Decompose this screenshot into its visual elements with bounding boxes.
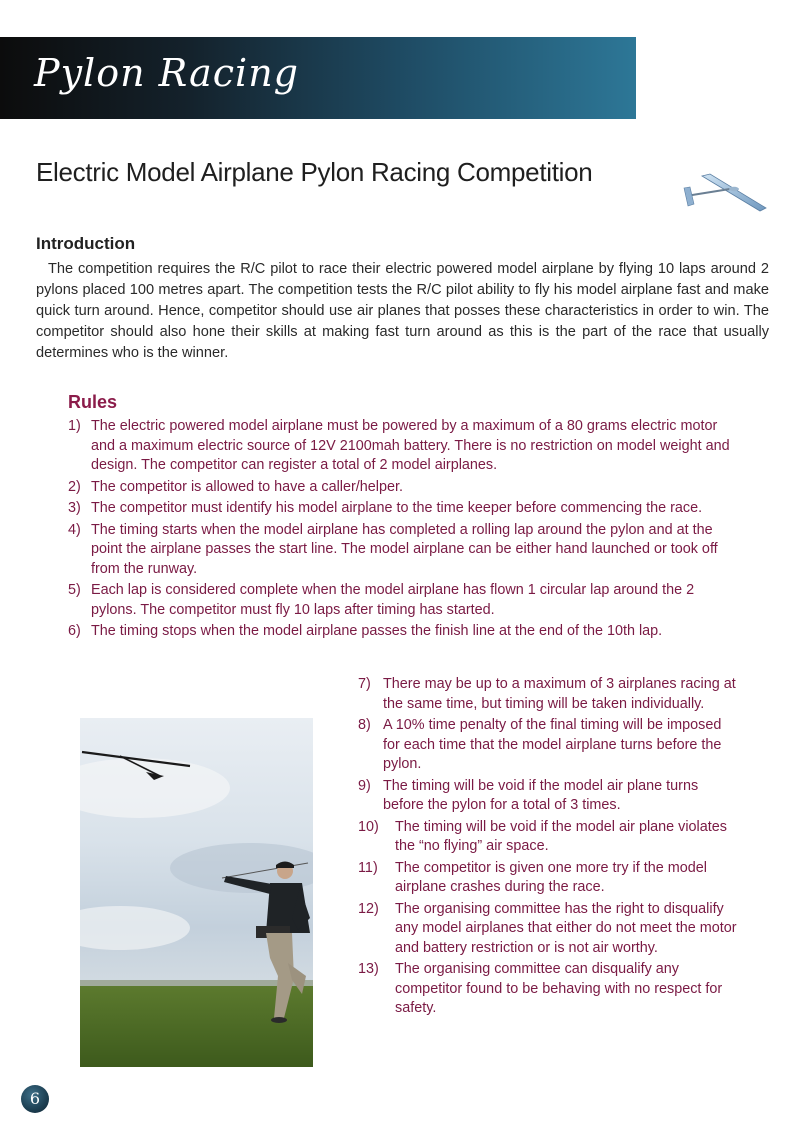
rule-number: 8) <box>358 717 371 733</box>
model-airplane-icon <box>676 168 768 216</box>
rule-number: 7) <box>358 676 371 692</box>
rule-text: There may be up to a maximum of 3 airplanes racing at the same time, but timing will be taken individually. <box>383 676 736 712</box>
rules-list <box>68 417 733 644</box>
banner-title: Pylon Racing <box>34 51 299 95</box>
list-item <box>358 675 738 714</box>
rules-list-continued <box>358 675 738 1021</box>
rule-text: A 10% time penalty of the final timing will be imposed for each time that the model airplane turns before the pylon. <box>383 717 722 772</box>
list-item <box>68 417 733 476</box>
page-title: Electric Model Airplane Pylon Racing Competition <box>36 157 593 187</box>
rule-text: The competitor must identify his model airplane to the time keeper before commencing the race. <box>91 500 703 516</box>
rule-text: The competitor is allowed to have a caller/helper. <box>91 478 403 495</box>
rule-number: 4) <box>68 521 81 538</box>
header-banner <box>0 37 636 119</box>
list-item <box>358 900 738 959</box>
list-item <box>68 622 733 642</box>
list-item <box>68 581 733 620</box>
rule-text: The organising committee can disqualify any competitor found to be behaving with no respect for safety. <box>395 961 723 1016</box>
rules-heading: Rules <box>68 392 118 412</box>
rule-number: 3) <box>68 500 81 516</box>
list-item <box>68 521 733 580</box>
rule-number: 2) <box>68 478 81 495</box>
introduction-text: The competition requires the R/C pilot to race their electric powered model airplane by flying 10 laps around 2 pylons placed 100 metres apart. The competition tests the R/C pilot ability to fly his model airplane fast and make quick turn around. Hence, competitor should use air planes that posses these characteristics in order to win. The competitor should also hone their skills at making fast turn around as this is the part of the race that usually determines who is the winner. <box>36 261 769 361</box>
rule-text: Each lap is considered complete when the model airplane has flown 1 circular lap around the 2 pylons. The competitor must fly 10 laps after timing has started. <box>91 582 695 618</box>
list-item <box>358 716 738 775</box>
rule-number: 13) <box>358 961 379 977</box>
rule-text: The timing will be void if the model air plane violates the “no flying” air space. <box>395 818 727 854</box>
rule-number: 1) <box>68 418 81 434</box>
list-item <box>68 499 733 519</box>
list-item <box>358 960 738 1019</box>
rule-number: 6) <box>68 623 81 639</box>
rule-number: 9) <box>358 777 371 794</box>
rule-number: 5) <box>68 582 81 598</box>
rule-number: 12) <box>358 900 379 917</box>
rule-text: The timing starts when the model airplane has completed a rolling lap around the pylon and at the point the airplane passes the start line. The model airplane can be either hand launched or took off from the runway. <box>91 521 718 577</box>
page-number: 6 <box>21 1085 49 1113</box>
rule-text: The electric powered model airplane must be powered by a maximum of a 80 grams electric motor and a maximum electric source of 12V 2100mah battery. There is no restriction on model weight and design. The competitor can register a total of 2 model airplanes. <box>91 418 730 473</box>
introduction-heading: Introduction <box>36 234 136 253</box>
rule-text: The timing will be void if the model air plane turns before the pylon for a total of 3 times. <box>383 777 699 813</box>
rule-text: The timing stops when the model airplane passes the finish line at the end of the 10th lap. <box>91 623 663 639</box>
list-item <box>68 478 733 498</box>
rule-number: 10) <box>358 818 379 835</box>
list-item <box>358 859 738 898</box>
rule-text: The competitor is given one more try if the model airplane crashes during the race. <box>395 859 707 895</box>
list-item <box>358 777 738 816</box>
pilot-launching-glider-photo <box>80 718 313 1067</box>
rule-text: The organising committee has the right to disqualify any model airplanes that either do not meet the motor and battery restriction or is not air worthy. <box>395 900 737 956</box>
rule-number: 11) <box>358 859 378 876</box>
list-item <box>358 818 738 857</box>
